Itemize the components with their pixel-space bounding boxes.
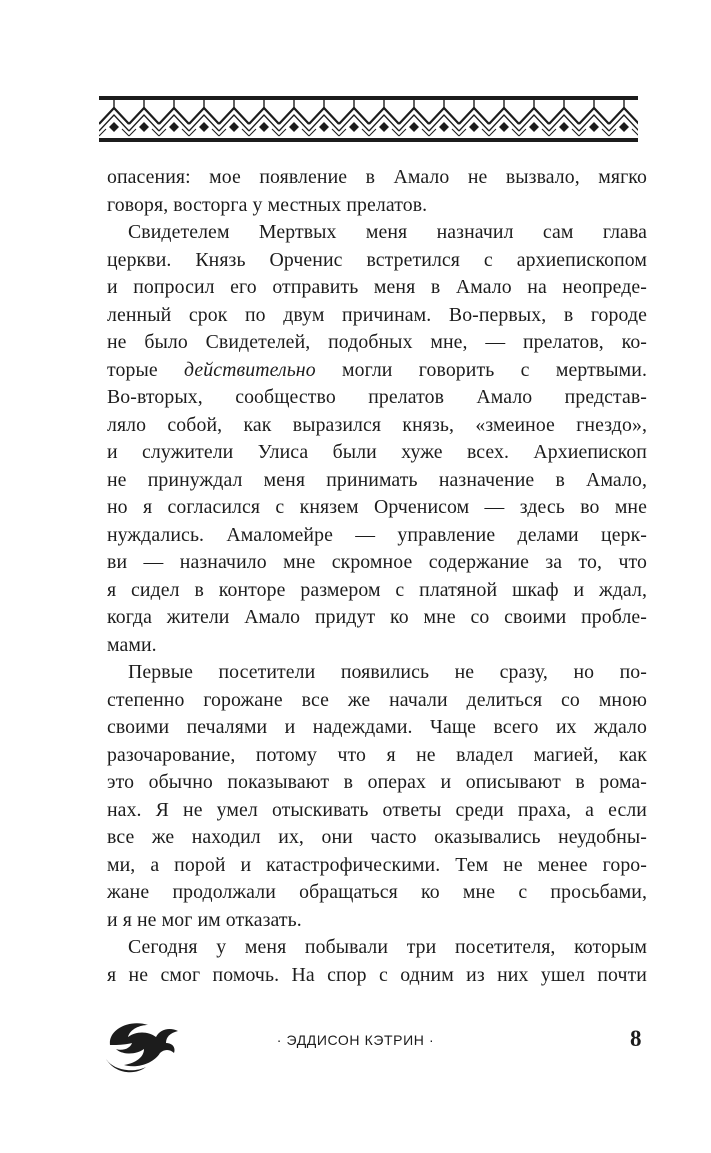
text-line: говоря, восторга у местных прелатов. bbox=[107, 193, 428, 216]
text-line: не принуждал меня принимать назначение в Амало, bbox=[107, 468, 647, 491]
text-line: и служители Улиса были хуже всех. Архиепископ bbox=[107, 441, 647, 463]
text-line: Свидетелем Мертвых меня назначил сам глава bbox=[128, 221, 647, 243]
text-line: ляло собой, как выразился князь, «змеиное гнездо», bbox=[107, 413, 647, 436]
text-line: но я согласился с князем Орченисом — здесь во мне bbox=[107, 496, 647, 518]
text-line: мами. bbox=[107, 633, 157, 656]
text-line: Сегодня у меня побывали три посетителя, которым bbox=[128, 936, 647, 958]
text-line bbox=[107, 357, 647, 385]
footer-author: · ЭДДИСОН КЭТРИН · bbox=[276, 1032, 435, 1048]
text-line: я не смог помочь. На спор с одним из них ушел почти bbox=[107, 963, 647, 986]
text-line: ми, а порой и катастрофическими. Тем не менее горо- bbox=[107, 853, 647, 876]
text-line: нах. Я не умел отыскивать ответы среди праха, а если bbox=[107, 798, 647, 821]
text-line: не было Свидетелей, подобных мне, — прелатов, ко- bbox=[107, 331, 647, 353]
text-line: это обычно показывают в операх и описывают в рома- bbox=[107, 771, 647, 793]
text-line: и попросил его отправить меня в Амало на неопреде- bbox=[107, 276, 647, 298]
page-number: 8 bbox=[630, 1026, 642, 1051]
text-line: и я не мог им отказать. bbox=[107, 908, 302, 931]
text-line: все же находил их, они часто оказывались неудобны- bbox=[107, 826, 647, 848]
text-line: жане продолжали обращаться ко мне с просьбами, bbox=[107, 881, 647, 903]
ornament-border-icon bbox=[99, 94, 638, 144]
text-segment: торые bbox=[107, 358, 185, 381]
text-line: ви — назначило мне скромное содержание за то, что bbox=[107, 551, 647, 573]
text-segment: могли говорить с мертвыми. bbox=[315, 358, 647, 381]
text-line: я сидел в конторе размером с платяной шкаф и ждал, bbox=[107, 578, 647, 601]
text-line: ленный срок по двум причинам. Во-первых, в городе bbox=[107, 303, 647, 326]
text-line: опасения: мое появление в Амало не вызвало, мягко bbox=[107, 166, 647, 188]
text-line: когда жители Амало придут ко мне со своими пробле- bbox=[107, 606, 647, 628]
text-line: своими печалями и надеждами. Чаще всего их ждало bbox=[107, 716, 647, 738]
text-line: Во-вторых, сообщество прелатов Амало представ- bbox=[107, 386, 647, 408]
text-line: степенно горожане все же начали делиться со мною bbox=[107, 688, 647, 711]
text-line: разочарование, потому что я не владел магией, как bbox=[107, 743, 647, 766]
text-line: церкви. Князь Орченис встретился с архиепископом bbox=[107, 248, 647, 271]
text-line: нуждались. Амаломейре — управление делами церк- bbox=[107, 523, 647, 546]
body-text bbox=[107, 164, 647, 989]
italic-emphasis: действительно bbox=[184, 358, 316, 381]
text-line: Первые посетители появились не сразу, но по- bbox=[128, 661, 647, 683]
